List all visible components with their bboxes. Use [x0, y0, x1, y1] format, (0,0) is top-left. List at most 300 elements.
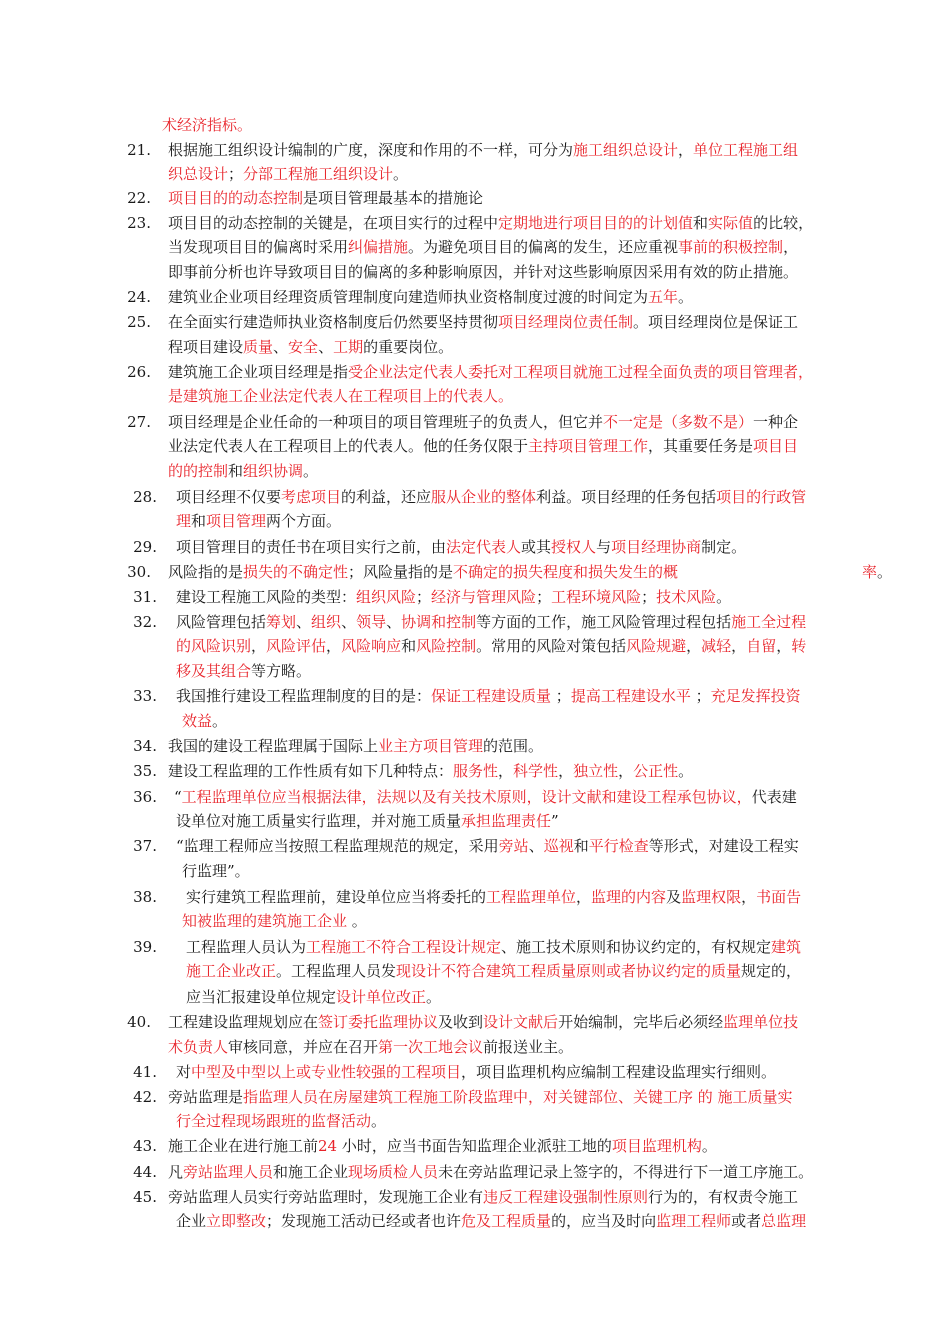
body-text: 和 [228, 462, 244, 480]
highlight-text: 建筑 [771, 938, 802, 956]
highlight-text: 工程监理单位 [486, 888, 577, 906]
item-number: 21. [127, 141, 151, 159]
text-line [0, 1160, 950, 1184]
highlight-text: 施工企业改正 [186, 962, 277, 980]
highlight-text: 五年 [648, 288, 679, 306]
highlight-text: 立即整改 [206, 1212, 267, 1230]
text-line [0, 384, 950, 408]
highlight-text: 24 [318, 1137, 338, 1155]
body-text: 与 [596, 538, 612, 556]
body-text: 项目管理目的责任书在项目实行之前，由 [176, 538, 447, 556]
highlight-text: 领导 [356, 613, 387, 631]
body-text: 的重要岗位。 [363, 338, 454, 356]
item-number: 32. [133, 613, 157, 631]
body-text: ， [776, 637, 792, 655]
highlight-text: 受企业法定代表人委托对工程项目就施工过程全面负责的项目管理者， [348, 363, 814, 381]
text-line [0, 785, 950, 809]
highlight-text: 工期 [333, 338, 364, 356]
body-text: 企业 [176, 1212, 207, 1230]
highlight-text: 设计单位改正 [336, 988, 427, 1006]
text-line [0, 659, 950, 683]
body-text: 的比较， [753, 214, 814, 232]
body-text: 对 [176, 1063, 192, 1081]
line-text [168, 335, 453, 359]
line-text [186, 985, 441, 1009]
text-line [0, 485, 950, 509]
highlight-text: 监理权限 [681, 888, 742, 906]
body-text: ” [551, 812, 559, 830]
text-line [0, 634, 950, 658]
line-text [168, 162, 408, 186]
body-text: 及收到 [438, 1013, 484, 1031]
highlight-text: 项目目 [753, 437, 799, 455]
body-text: ， [686, 637, 702, 655]
highlight-text: 法定代表人 [446, 538, 522, 556]
body-text: ， [783, 238, 799, 256]
line-text [182, 709, 227, 733]
line-text [176, 1209, 806, 1233]
highlight-text: 效益 [182, 712, 213, 730]
body-text: 、 [273, 338, 289, 356]
body-text: 一种企 [753, 413, 799, 431]
body-text: 设单位对施工质量实行监理，并对施工质量 [176, 812, 462, 830]
highlight-text: 主持项目管理工作 [528, 437, 649, 455]
body-text: 、 [341, 613, 357, 631]
body-text: 和 [693, 214, 709, 232]
body-text: ； [641, 588, 657, 606]
body-text: 或其 [521, 538, 552, 556]
body-text: 。 [701, 1137, 717, 1155]
body-text: ， [326, 637, 342, 655]
line-text [168, 1085, 793, 1109]
highlight-text: 协调和控制 [401, 613, 477, 631]
highlight-text: 的的控制 [168, 462, 229, 480]
line-text [168, 410, 798, 434]
text-line [0, 113, 950, 137]
item-number: 43. [133, 1137, 157, 1155]
text-line [0, 434, 950, 458]
body-text: ；发现施工活动已经或者也许 [266, 1212, 462, 1230]
body-text: ， [741, 888, 757, 906]
body-text: 当发现项目目的偏离时采用 [168, 238, 349, 256]
highlight-text: 项目监理机构 [611, 1137, 702, 1155]
text-line [0, 260, 950, 284]
line-text [168, 1185, 798, 1209]
body-text: 等方略。 [251, 662, 312, 680]
body-text: ， [498, 762, 514, 780]
line-text [168, 285, 693, 309]
text-line [0, 610, 950, 634]
body-text: 实行建筑工程监理前，建设单位应当将委托的 [186, 888, 487, 906]
body-text: 、 [318, 338, 334, 356]
line-text [176, 610, 806, 634]
highlight-text: 施工全过程 [731, 613, 807, 631]
item-number: 35. [133, 762, 157, 780]
body-text: ； [555, 687, 571, 705]
text-line [0, 1134, 950, 1158]
highlight-text: 理 [176, 512, 192, 530]
highlight-text: 巡视 [543, 837, 574, 855]
body-text: 建筑业企业项目经理资质管理制度向建造师执业资格制度过渡的时间定为 [168, 288, 649, 306]
highlight-text: 是建筑施工企业法定代表人在工程项目上的代表人。 [168, 387, 514, 405]
item-number: 36. [133, 788, 157, 806]
highlight-text: 风险控制 [416, 637, 477, 655]
body-text: 和 [191, 512, 207, 530]
body-text: ， [618, 762, 634, 780]
body-text: ； [695, 687, 711, 705]
highlight-text: 监理工程师 [656, 1212, 732, 1230]
text-line [0, 935, 950, 959]
highlight-text: 损失的不确定性 [243, 563, 349, 581]
highlight-text: 服务性 [453, 762, 499, 780]
body-text: 旁站监理是 [168, 1088, 244, 1106]
highlight-text: 违反工程建设强制性原则 [483, 1188, 649, 1206]
body-text: ， [251, 637, 267, 655]
body-text: ，其重要任务是 [648, 437, 754, 455]
body-text: 凡 [168, 1163, 184, 1181]
text-line [0, 162, 950, 186]
highlight-text: 单位工程施工组 [693, 141, 799, 159]
text-line [0, 585, 950, 609]
highlight-text: 项目经理协商 [611, 538, 702, 556]
body-text: 。 [371, 1112, 387, 1130]
text-line [0, 709, 950, 733]
body-text: 和施工企业 [273, 1163, 349, 1181]
body-text: 审核同意，并应在召开 [228, 1038, 379, 1056]
line-text [168, 384, 513, 408]
body-text: ， [558, 762, 574, 780]
highlight-text: 术负责人 [168, 1038, 229, 1056]
text-line [0, 909, 950, 933]
body-text: 程项目建设 [168, 338, 244, 356]
body-text: 建设工程施工风险的类型： [176, 588, 357, 606]
highlight-text: 公正性 [633, 762, 679, 780]
item-number: 28. [133, 488, 157, 506]
highlight-text: 旁站 [498, 837, 529, 855]
text-line [0, 1209, 950, 1233]
text-line [0, 959, 950, 983]
body-text: 、 [386, 613, 402, 631]
body-text: 项目目的动态控制的关键是，在项目实行的过程中 [168, 214, 499, 232]
item-number: 39. [133, 938, 157, 956]
body-text: 的，应当及时向 [551, 1212, 657, 1230]
body-text: 。为避免项目目的偏离的发生，还应重视 [408, 238, 679, 256]
highlight-text: 危及工程质量 [461, 1212, 552, 1230]
line-text [176, 634, 806, 658]
body-text: 项目经理不仅要 [176, 488, 282, 506]
highlight-text: 工程施工不符合工程设计规定 [306, 938, 502, 956]
body-text: 项目经理是企业任命的一种项目的项目管理班子的负责人，但它并 [168, 413, 604, 431]
body-text: 工程建设监理规划应在 [168, 1013, 319, 1031]
highlight-text: 项目经理岗位责任制 [498, 313, 634, 331]
line-text [168, 186, 483, 210]
highlight-text: 技术风险 [656, 588, 717, 606]
body-text: 的范围。 [483, 737, 544, 755]
item-number: 26. [127, 363, 151, 381]
item-number: 44. [133, 1163, 157, 1181]
item-number: 22. [127, 189, 151, 207]
highlight-text: 筹划 [266, 613, 297, 631]
highlight-text: 质量 [243, 338, 274, 356]
body-text: 。工程监理人员发 [276, 962, 397, 980]
body-text: 等方面的工作，施工风险管理过程包括 [476, 613, 732, 631]
body-text: 我国推行建设工程监理制度的目的是： [176, 687, 432, 705]
body-text: 、 [296, 613, 312, 631]
text-line [0, 138, 950, 162]
body-text: ， [678, 141, 694, 159]
body-text: “ [174, 788, 182, 806]
line-text [186, 935, 801, 959]
body-text: 的利益，还应 [341, 488, 432, 506]
body-text: ， [731, 637, 747, 655]
highlight-text: 考虑项目 [281, 488, 342, 506]
line-text [176, 659, 311, 683]
line-text [176, 1109, 386, 1133]
line-text [176, 509, 341, 533]
highlight-text: 承担监理责任 [461, 812, 552, 830]
body-text: 代表建 [751, 788, 797, 806]
highlight-text: 转 [791, 637, 807, 655]
line-text [176, 684, 801, 708]
line-text [168, 260, 798, 284]
line-text [168, 1160, 813, 1184]
body-text: 或者 [731, 1212, 762, 1230]
line-text [176, 535, 746, 559]
body-text: 。 [678, 288, 694, 306]
text-line [0, 809, 950, 833]
item-number: 34. [133, 737, 157, 755]
body-text: 等形式，对建设工程实 [648, 837, 799, 855]
text-line [0, 410, 950, 434]
line-text [168, 759, 693, 783]
item-number: 24. [127, 288, 151, 306]
line-text [168, 360, 813, 384]
body-text: ；风险量指的是 [348, 563, 454, 581]
body-text: 。项目经理岗位是保证工 [633, 313, 799, 331]
line-text [174, 785, 797, 809]
highlight-text: 工程监理单位应当根据法律，法规以及有关技术原则，设计文献和建设工程承包协议， [181, 788, 752, 806]
text-line [0, 509, 950, 533]
highlight-text: 率 [862, 563, 878, 581]
highlight-text: 组织 [311, 613, 342, 631]
highlight-text: 的风险识别 [176, 637, 252, 655]
body-text: 。 [877, 563, 893, 581]
item-number: 25. [127, 313, 151, 331]
text-line [0, 310, 950, 334]
line-text [176, 485, 806, 509]
line-text [168, 434, 798, 458]
highlight-text: 。 [237, 116, 253, 134]
highlight-text: 业主方项目管理 [378, 737, 484, 755]
highlight-text: 织总设计 [168, 165, 229, 183]
body-text: 根据施工组织设计编制的广度，深度和作用的不一样，可分为 [168, 141, 574, 159]
text-line [0, 535, 950, 559]
highlight-text: 施工组织总设计 [573, 141, 679, 159]
line-text [176, 809, 559, 833]
highlight-text: 独立性 [573, 762, 619, 780]
highlight-text: 自留 [746, 637, 777, 655]
body-text: 前报送业主。 [483, 1038, 574, 1056]
highlight-text: 现设计不符合建筑工程质量原则或者协议约定的质量 [396, 962, 742, 980]
item-number: 37. [133, 837, 157, 855]
body-text: 工程监理人员认为 [186, 938, 307, 956]
highlight-text: 旁站监理人员 [183, 1163, 274, 1181]
text-line [0, 734, 950, 758]
body-text: 制定。 [701, 538, 747, 556]
text-line [0, 335, 950, 359]
body-text: 。 [678, 762, 694, 780]
line-text [168, 310, 798, 334]
line-text [168, 1035, 573, 1059]
body-text: 和 [401, 637, 417, 655]
body-text: 旁站监理人员实行旁站监理时，发现施工企业有 [168, 1188, 484, 1206]
body-text: 行监理”。 [182, 862, 250, 880]
body-text: 施工企业在进行施工前 [168, 1137, 319, 1155]
body-text: 开始编制，完毕后必须经 [558, 1013, 724, 1031]
line-text [182, 909, 367, 933]
text-line [0, 560, 950, 584]
body-text: 在全面实行建造师执业资格制度后仍然要坚持贯彻 [168, 313, 499, 331]
body-text: 。常用的风险对策包括 [476, 637, 627, 655]
highlight-text: 实际值 [708, 214, 754, 232]
highlight-text: 纠偏措施 [348, 238, 409, 256]
line-text [168, 560, 678, 584]
highlight-text: 保证工程建设质量 [431, 687, 556, 705]
highlight-text: 事前的积极控制 [678, 238, 784, 256]
highlight-text: 风险响应 [341, 637, 402, 655]
highlight-text: 定期地进行项目目的的计划值 [498, 214, 694, 232]
text-line [0, 1035, 950, 1059]
text-line [0, 285, 950, 309]
body-text: ， [576, 888, 592, 906]
body-text: 风险指的是 [168, 563, 244, 581]
body-text: 。 [347, 912, 367, 930]
body-text: 是项目管理最基本的措施论 [303, 189, 484, 207]
text-line [0, 834, 950, 858]
highlight-text: 授权人 [551, 538, 597, 556]
text-line [0, 885, 950, 909]
highlight-text: 总监理 [761, 1212, 807, 1230]
body-text: 风险管理包括 [176, 613, 267, 631]
body-text: ，项目监理机构应编制工程建设监理实行细则。 [461, 1063, 777, 1081]
highlight-text: 平行检查 [588, 837, 649, 855]
item-number: 41. [133, 1063, 157, 1081]
highlight-text: 风险规避 [626, 637, 687, 655]
body-text: 建设工程监理的工作性质有如下几种特点： [168, 762, 454, 780]
highlight-text: 科学性 [513, 762, 559, 780]
highlight-text: 组织风险 [356, 588, 417, 606]
highlight-text: 风险评估 [266, 637, 327, 655]
highlight-text: 第一次工地会议 [378, 1038, 484, 1056]
line-text [168, 459, 318, 483]
item-number: 42. [133, 1088, 157, 1106]
highlight-text: 项目管理 [206, 512, 267, 530]
text-line [0, 235, 950, 259]
line-text [186, 959, 801, 983]
line-text [176, 585, 731, 609]
highlight-text: 移及其组合 [176, 662, 252, 680]
line-text [168, 1134, 717, 1158]
item-number: 33. [133, 687, 157, 705]
body-text: 未在旁站监理记录上签字的，不得进行下一道工序施工。 [438, 1163, 814, 1181]
body-text: ； [536, 588, 552, 606]
text-line [0, 211, 950, 235]
highlight-text: 服从企业的整体 [431, 488, 537, 506]
line-text [182, 859, 250, 883]
body-text: 行为的，有权责令施工 [648, 1188, 799, 1206]
body-text: “监理工程师应当按照工程监理规范的规定，采用 [176, 837, 499, 855]
highlight-text: 术经济指标 [162, 116, 238, 134]
body-text: 利益。项目经理的任务包括 [536, 488, 717, 506]
line-text [168, 138, 798, 162]
text-line [0, 1010, 950, 1034]
highlight-text: 书面告 [756, 888, 802, 906]
body-text: 及 [666, 888, 682, 906]
body-text: 。 [212, 712, 228, 730]
body-text: 我国的建设工程监理属于国际上 [168, 737, 379, 755]
text-line [0, 459, 950, 483]
body-text: 。 [303, 462, 319, 480]
line-text [168, 734, 543, 758]
highlight-text: 安全 [288, 338, 319, 356]
highlight-text: 不一定是（多数不是） [603, 413, 754, 431]
highlight-text: 签订委托监理协议 [318, 1013, 439, 1031]
highlight-text: 提高工程建设水平 [570, 687, 696, 705]
text-line [0, 1109, 950, 1133]
body-text: 小时，应当书面告知监理企业派驻工地的 [337, 1137, 612, 1155]
highlight-text: 项目的行政管 [716, 488, 807, 506]
line-text [168, 235, 798, 259]
line-text [168, 1010, 798, 1034]
highlight-text: 不确定的损失程度和损失发生的概 [453, 563, 679, 581]
text-line [0, 985, 950, 1009]
highlight-text: 行全过程现场跟班的监督活动 [176, 1112, 372, 1130]
text-line [0, 186, 950, 210]
line-text [186, 885, 801, 909]
highlight-text: 充足发挥投资 [710, 687, 801, 705]
body-text: 。 [426, 988, 442, 1006]
line-text [176, 1060, 776, 1084]
text-line [0, 684, 950, 708]
highlight-text: 知被监理的建筑施工企业 [182, 912, 348, 930]
line-text-tail [862, 560, 892, 584]
body-text: ； [228, 165, 244, 183]
highlight-text: 现场质检人员 [348, 1163, 439, 1181]
body-text: 和 [573, 837, 589, 855]
item-number: 29. [133, 538, 157, 556]
item-number: 27. [127, 413, 151, 431]
body-text: 建筑施工企业项目经理是指 [168, 363, 349, 381]
line-text [162, 113, 252, 137]
body-text: 规定的， [741, 962, 802, 980]
item-number: 40. [127, 1013, 151, 1031]
body-text: 。 [716, 588, 732, 606]
text-line [0, 1185, 950, 1209]
line-text [176, 834, 799, 858]
body-text: 。 [393, 165, 409, 183]
highlight-text: 工程环境风险 [551, 588, 642, 606]
text-line [0, 360, 950, 384]
body-text: 应当汇报建设单位规定 [186, 988, 337, 1006]
item-number: 45. [133, 1188, 157, 1206]
body-text: 、 [528, 837, 544, 855]
item-number: 23. [127, 214, 151, 232]
body-text: 两个方面。 [266, 512, 342, 530]
highlight-text: 经济与管理风险 [431, 588, 537, 606]
text-line [0, 759, 950, 783]
body-text: 、施工技术原则和协议约定的，有权规定 [501, 938, 772, 956]
item-number: 30. [127, 563, 151, 581]
